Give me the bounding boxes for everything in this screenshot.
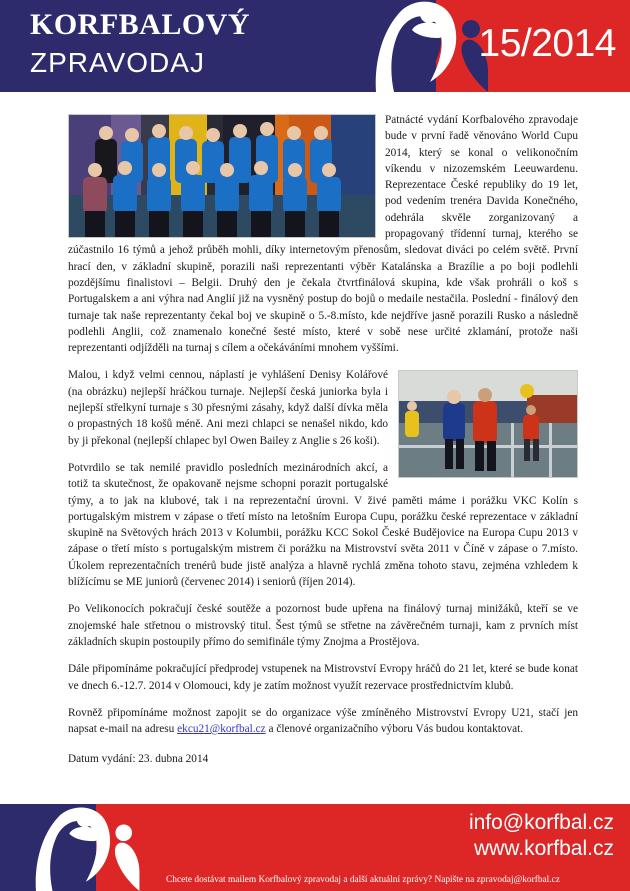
paragraph-2-block bbox=[68, 367, 578, 601]
header-title-group bbox=[30, 8, 390, 80]
article-content bbox=[68, 112, 578, 767]
paragraph-3: Potvrdilo se tak nemilé pravidlo posledních mezinárodních akcí, a totiž ta skutečnost, že opakovaně nejsme schopni porazit portugalské týmy, a to jak na klubové, tak i na reprezentační úrovni. V živé paměti máme i porážku VKC Kolín s portugalským mistrem v zápase o třetí místo na letošním Europa Cupu, porážku české reprezentace v základní skupině na Světových hrách 2013 v Kolumbii, porážku KCC Sokol České Budějovice na Europa Cupu 2013 v zápase o třetí místo s portugalským mistrem či porážku na Mistrovství světa 2011 v Číně v zápase o 7.místo. Úkolem reprezentačních trenérů bude jistě analýza a hlavně rychlá změna tohoto stavu, zejména vzhledem k blížícímu se ME juniorů (červenec 2014) i seniorů (říjen 2014). bbox=[68, 461, 578, 589]
footer-subscribe-note: Chcete dostávat mailem Korfbalový zpravodaj a další aktuální zprávy? Napište na zpravodaj@korfbal.cz bbox=[166, 875, 560, 885]
paragraph-2: Malou, i když velmi cennou, náplastí je vyhlášení Denisy Kolářové (na obrázku) nejlepší hráčkou turnaje. Nejlepší česká juniorka byla i nejlepší střelkyní turnaje s 30 přesnými zásahy, když další dívka měla o propastných 18 košů méně. Ani mezi chlapci se nenašel nikdo, kdo by ji překonal (nejlepší chlapec byl Owen Bailey z Anglie s 26 koši). bbox=[68, 369, 388, 447]
intro-block bbox=[68, 112, 578, 367]
newsletter-title-main: KORFBALOVÝ bbox=[30, 8, 251, 41]
email-link-ekcu21[interactable]: ekcu21@korfbal.cz bbox=[177, 723, 266, 736]
footer-email[interactable]: info@korfbal.cz bbox=[468, 811, 614, 834]
paragraph-4: Po Velikonocích pokračují české soutěže a pozornost bude upřena na finálový turnaj minižáků, kteří se ve znojemské hale střetnou o mistrovský titul. Šest týmů se střetne na závěrečném turnaji, kam z prvních míst základních skupin postoupily přímo do semifinále týmy Znojma a Prostějova. bbox=[68, 603, 578, 648]
korfball-match-action-photo bbox=[398, 370, 578, 478]
intro-paragraph: Patnácté vydání Korfbalového zpravodaje bude v první řadě věnováno World Cupu 2014, který se konal o velikonočním víkendu v nizozemském Leeuwardenu. Reprezentace České republiky do 19 let, pod vedením trenéra Davida Konečného, odehrála skvěle zorganizovaný a propagovaný třídenní turnaj, kterého se zúčastnilo 16 týmů a jehož průběh mohli, díky internetovým přenosům, sledovat diváci po celém světě. První hrací den, v základní skupině, porazili naši reprezentanti výběr Katalánska a Brazílie a po boji podlehli pozdějšímu finalistovi – Belgii. Druhý den je čekala čtvrtfinálová skupina, kde však prohráli o koš s Portugalskem a ani výhra nad Anglií již na vysněný postup do bojů o medaile nestačila. Poslední - finálový den turnaje tak naše reprezentanty čekal boj ve skupině o 5.-8.místo, kde nejdříve jasně porazili Rusko a následně podlehli Anglii, což znamenalo konečné šesté místo, které v sobě nese určité zklamání, protože naši reprezentanti odjížděli na turnaj s cílem a očekáváními mnohem vyššími. bbox=[68, 114, 578, 355]
paragraph-5: Dále připomínáme pokračující předprodej vstupenek na Mistrovství Evropy hráčů do 21 let, které se bude konat ve dnech 6.-12.7. 2014 v Olomouci, kdy je zatím možnost využít rezervace prostřednictvím klubů. bbox=[68, 663, 578, 692]
paragraph-6-text-before: Rovněž připomínáme možnost zapojit se do organizace výše zmíněného Mistrovství Evropy U21, stačí jen napsat e-mail na adresu bbox=[68, 706, 578, 736]
czech-national-team-photo bbox=[68, 114, 376, 238]
page-footer bbox=[0, 804, 630, 891]
issue-number: 15/2014 bbox=[478, 22, 616, 65]
paragraph-6-text-after: a členové organizačního výboru Vás budou kontaktovat. bbox=[265, 723, 524, 736]
newsletter-title-sub: ZPRAVODAJ bbox=[30, 47, 205, 78]
page-header bbox=[0, 0, 630, 92]
footer-contact-group bbox=[469, 810, 614, 862]
publication-date: Datum vydání: 23. dubna 2014 bbox=[68, 753, 209, 766]
footer-website[interactable]: www.korfbal.cz bbox=[473, 837, 614, 860]
paragraph-6 bbox=[68, 705, 578, 738]
